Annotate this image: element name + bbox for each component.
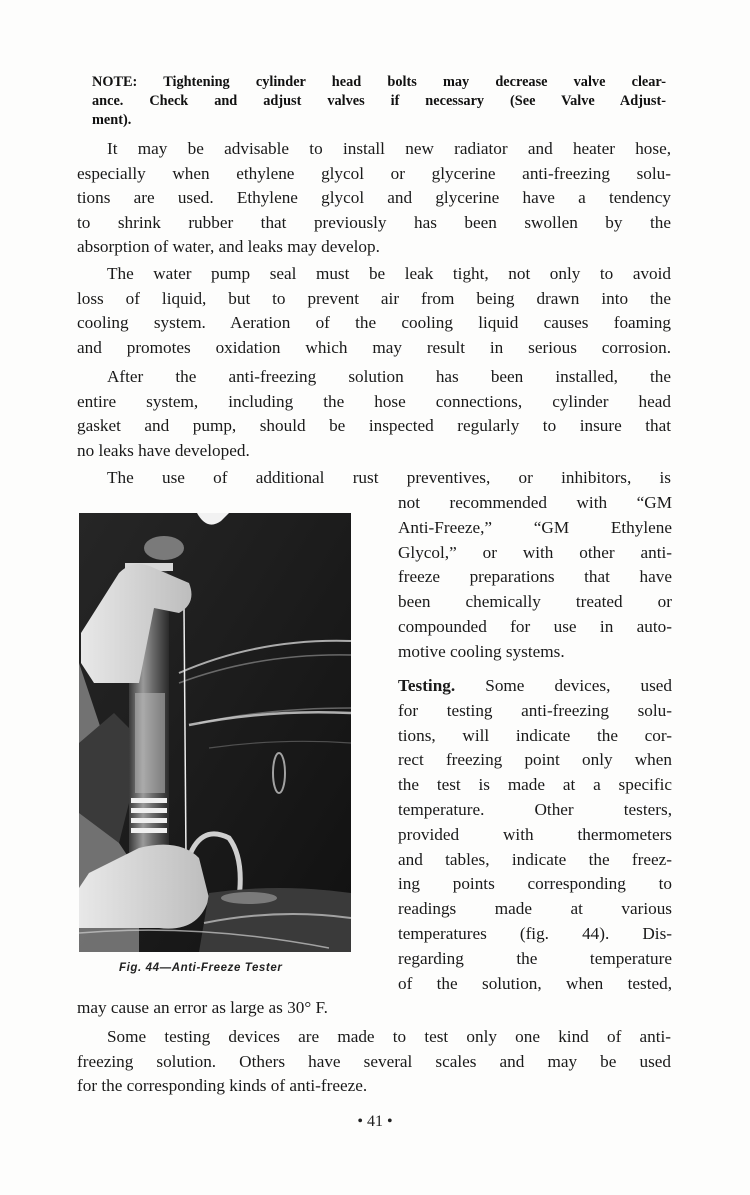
text-line: Anti-Freeze,” “GM Ethylene <box>398 517 672 537</box>
text-line: for the corresponding kinds of anti-freeze. <box>77 1076 368 1096</box>
text-line: Some testing devices are made to test only one kind of anti- <box>107 1027 671 1046</box>
text-line: tions are used. Ethylene glycol and glycerine have a tendency <box>77 188 671 208</box>
text-line: of the solution, when tested, <box>398 973 672 993</box>
text-line: ing points corresponding to <box>398 874 672 894</box>
text-line: loss of liquid, but to prevent air from being drawn into the <box>77 288 671 308</box>
text-line: to shrink rubber that previously has been swollen by the <box>77 212 671 232</box>
text-line: regarding the temperature <box>398 948 672 968</box>
paragraph-inhibitors <box>77 466 671 491</box>
text-line: cooling system. Aeration of the cooling liquid causes foaming <box>77 313 671 333</box>
text-line: been chemically treated or <box>398 592 672 612</box>
text-line: especially when ethylene glycol or glycerine anti-freezing solu- <box>77 163 671 183</box>
text-line: freezing solution. Others have several scales and may be used <box>77 1051 671 1071</box>
text-line: the test is made at a specific <box>398 775 672 795</box>
note-block <box>92 73 666 130</box>
note-line: ance. Check and adjust valves if necessary (See Valve Adjust- <box>92 93 666 109</box>
text-line: no leaks have developed. <box>77 440 250 460</box>
text-line: and promotes oxidation which may result in serious corrosion. <box>77 337 671 357</box>
text-line: Glycol,” or with other anti- <box>398 542 672 562</box>
text-line: freeze preparations that have <box>398 567 672 587</box>
paragraph-testing-tail <box>77 996 671 1021</box>
text-line: readings made at various <box>398 899 672 919</box>
testing-column <box>398 674 672 996</box>
page-number: • 41 • <box>357 1113 393 1130</box>
text-line: tions, will indicate the cor- <box>398 725 672 745</box>
paragraph-pump-seal <box>77 262 671 360</box>
text-line: may cause an error as large as 30° F. <box>77 998 328 1017</box>
paragraph-inspection <box>77 365 671 463</box>
text-line: provided with thermometers <box>398 824 672 844</box>
text-line: temperature. Other testers, <box>398 799 672 819</box>
text-line: rect freezing point only when <box>398 750 672 770</box>
text-line: The use of additional rust preventives, or inhibitors, is <box>107 468 671 487</box>
text-line <box>398 674 672 699</box>
paragraph-hose <box>77 137 671 260</box>
figure-photo <box>79 513 351 952</box>
note-line: ment). <box>92 112 132 128</box>
text-line: and tables, indicate the freez- <box>398 849 672 869</box>
text-line: temperatures (fig. 44). Dis- <box>398 923 672 943</box>
text-line: The water pump seal must be leak tight, not only to avoid <box>107 264 671 283</box>
paragraph-devices <box>77 1025 671 1099</box>
note-line: NOTE: Tightening cylinder head bolts may decrease valve clear- <box>92 74 666 90</box>
text-line: gasket and pump, should be inspected regularly to insure that <box>77 416 671 436</box>
antifreeze-tester-illustration <box>79 513 351 952</box>
text-line: not recommended with “GM <box>398 493 672 512</box>
testing-heading: Testing. <box>398 676 456 695</box>
text-line: for testing anti-freezing solu- <box>398 700 672 720</box>
inhibitors-column <box>398 491 672 665</box>
text-line: It may be advisable to install new radiator and heater hose, <box>107 139 671 158</box>
figure-caption: Fig. 44—Anti-Freeze Tester <box>119 962 283 974</box>
text-line: compounded for use in auto- <box>398 616 672 636</box>
text-line: entire system, including the hose connections, cylinder head <box>77 391 671 411</box>
text-line: absorption of water, and leaks may develop. <box>77 237 380 257</box>
text-line: After the anti-freezing solution has been installed, the <box>107 367 671 386</box>
text-fragment: Some devices, used <box>455 676 672 695</box>
text-line: motive cooling systems. <box>398 641 565 661</box>
